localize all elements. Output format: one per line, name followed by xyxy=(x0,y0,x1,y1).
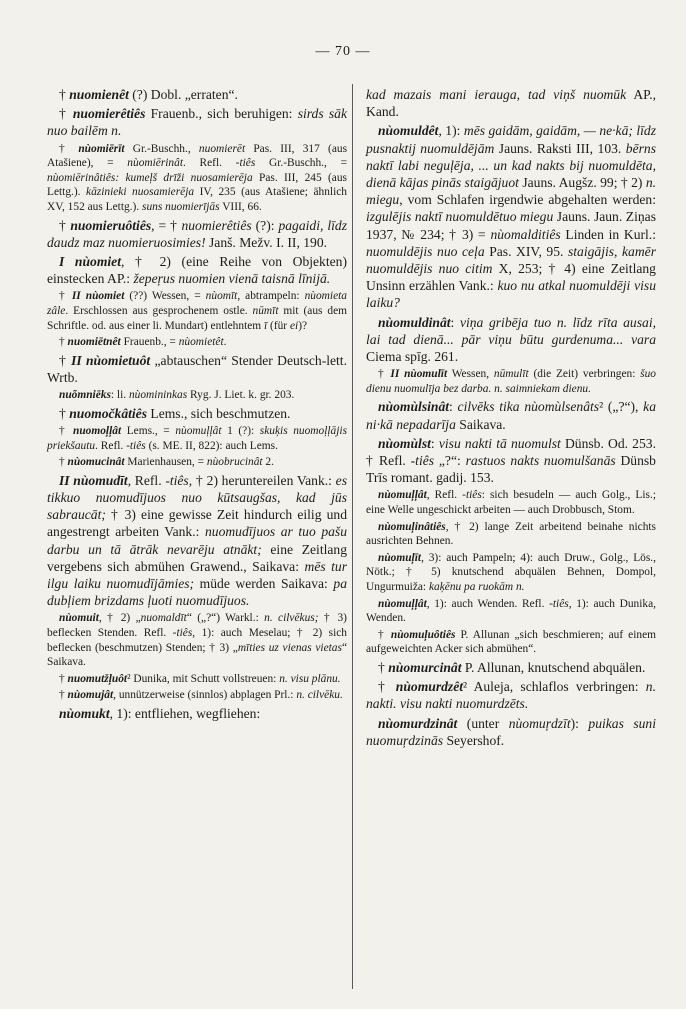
entry-headword: II nùomietuôt xyxy=(71,352,151,368)
entry-text: , 1): auch Dunika, Wenden. xyxy=(366,597,656,625)
entry-text: , 1): auch Meselau; † 2) sich beflecken (beschmutzen) Stenden; † 3) „ xyxy=(47,626,348,654)
entry-text: , 1): auch Wenden. Refl. - xyxy=(426,597,553,610)
entry-headword: nùomuļuôtiês xyxy=(390,628,456,641)
entry-headword: nùomujât xyxy=(67,689,114,702)
entry-text: Gr.-Buschh., = xyxy=(255,157,347,170)
entry-text: VIII, 66. xyxy=(219,200,262,213)
entry-text: Ciema spīg. 261. xyxy=(366,349,459,365)
entry-example: tiês xyxy=(176,626,193,639)
entry-example: pa dubļiem brizdams ļuoti nuomudījuos. xyxy=(47,575,347,609)
entry-text: Frauenb., sich beruhigen: xyxy=(145,106,298,122)
entry-text: † xyxy=(59,352,72,368)
entry-text: Frauenb., = xyxy=(120,336,179,349)
entry-text: Pas. XIV, 95. xyxy=(484,243,568,259)
entry-headword: II nùomiet xyxy=(71,290,125,303)
dictionary-entry xyxy=(47,105,347,139)
entry-text: , Refl. - xyxy=(426,489,466,502)
entry-example: izgulējis naktī nuomuldētuo miegu xyxy=(366,209,554,225)
entry-text: „abtauschen“ Stender Deutsch-lett. Wrtb. xyxy=(47,352,347,385)
entry-text: “ Saikava. xyxy=(47,641,347,669)
entry-example: nùomininkas xyxy=(128,389,188,402)
entry-text: , † 2) heruntereilen Vank.: xyxy=(188,472,336,488)
entry-text: , † 2) lange Zeit arbeitend beinahe nichts ausrichten Behnen. xyxy=(366,520,656,548)
dictionary-entry xyxy=(47,705,347,722)
entry-example: ei xyxy=(289,319,299,332)
entry-text: , vom Schlafen irgendwie abgehalten werden: xyxy=(399,192,656,208)
entry-example: tiês xyxy=(415,453,435,469)
entry-text: † xyxy=(378,679,396,695)
entry-text: , = † xyxy=(151,217,182,233)
entry-text: † xyxy=(59,87,70,102)
entry-example: nùomiērinâtiês: kumeļš drīži nuosamierēja xyxy=(47,171,253,184)
entry-example: kuo nu atkal nuomuldēji visu laiku? xyxy=(366,278,656,311)
dictionary-entry xyxy=(47,672,347,687)
entry-text: † xyxy=(59,424,74,437)
dictionary-entry xyxy=(47,335,347,350)
entry-example: n. cilvēku. xyxy=(296,689,343,702)
entry-headword: nùomurdzêt xyxy=(395,679,464,695)
entry-example: nùobrucinât xyxy=(206,456,263,469)
entry-headword: nùomuldêt xyxy=(378,123,439,139)
entry-text: Lems., = xyxy=(121,424,176,437)
entry-text: (?) Dobl. „erraten“. xyxy=(128,87,238,102)
dictionary-entry xyxy=(47,688,347,703)
entry-example: nùomiērinât xyxy=(127,157,183,170)
entry-headword: nùomukt xyxy=(59,705,110,721)
entry-example: mēs tur ilgu laiku nuomudījāmies; xyxy=(47,558,347,591)
dictionary-entry xyxy=(366,551,656,595)
entry-example: mēs gaidām, gaidām, — ne·kā; līdz pusnaktij nuomuldējām xyxy=(366,123,657,156)
entry-example: kaķēnu pa ruokām n. xyxy=(428,581,525,594)
entry-example: puikas suni nuomuŗdzinās xyxy=(366,715,656,748)
entry-text: P. Allunan, knutschend abquälen. xyxy=(461,659,646,675)
entry-example: ī xyxy=(264,319,268,332)
entry-example: nùomīt xyxy=(205,290,238,303)
entry-example: tiês xyxy=(552,597,569,610)
dictionary-entry xyxy=(47,253,347,287)
entry-example: nuomuldējis nuo ceļa xyxy=(366,243,485,259)
entry-headword: nuomutžļuôt xyxy=(67,672,128,685)
entry-headword: nùomuļīt xyxy=(378,551,422,564)
entry-headword: nùomurcinât xyxy=(388,659,462,675)
entry-example: pagaidi, līdz daudz maz nuomieruosimies! xyxy=(47,217,347,250)
entry-example: nùomalditiês xyxy=(490,226,561,242)
entry-headword: II nùomulīt xyxy=(390,368,448,381)
entry-text: 1 (?): xyxy=(221,424,260,437)
entry-text: ): xyxy=(570,715,589,731)
dictionary-entry xyxy=(366,86,656,120)
entry-example: žepeŗus nuomien vienā taisnā līnijā. xyxy=(133,271,331,287)
entry-text: P. Allunan „sich beschmieren; auf einem aufgeweichten Acker sich abmühen“. xyxy=(366,628,657,656)
dictionary-entry xyxy=(366,314,656,366)
dictionary-entry xyxy=(366,628,656,657)
entry-headword: nùomucinât xyxy=(67,456,125,469)
entry-text: † xyxy=(59,217,71,233)
dictionary-entry xyxy=(366,435,656,487)
dictionary-entry xyxy=(366,597,656,626)
entry-example: nūmulīt xyxy=(493,368,529,381)
entry-text: X, 253; † 4) eine Zeitlang Unsinn erzählen Vank.: xyxy=(366,261,656,294)
dictionary-entry xyxy=(366,488,656,517)
entry-example: šuo dienu nuomulīja bez darba. n. saimniekam dienu. xyxy=(366,368,656,395)
entry-text: Dünsb. Od. 253. † Refl. - xyxy=(366,435,656,469)
entry-example: tiês xyxy=(169,472,189,488)
entry-example: es tikkuo nuomudījuos nuo kūtsaugšas, kad jūs sabraucāt; xyxy=(47,472,347,523)
entry-text: AP., Kand. xyxy=(366,87,656,120)
entry-example: cilvēks tika nùomùlsenâts xyxy=(457,399,600,415)
entry-example: mīties uz vienas vietas xyxy=(237,641,342,654)
entry-headword: nùomuldinât xyxy=(378,314,451,330)
entry-text: ² („?“), xyxy=(599,399,644,415)
entry-headword: nuomiētnêt xyxy=(67,336,121,349)
entry-example: suns nuomierījās xyxy=(142,200,220,213)
dictionary-entry xyxy=(47,142,347,215)
dictionary-entry xyxy=(366,678,656,712)
entry-headword: nùomiērīt xyxy=(78,142,125,155)
entry-text: Jauns. Raksti III, 103. xyxy=(494,140,626,156)
dictionary-entry xyxy=(366,715,656,749)
entry-text: Linden in Kurl.: xyxy=(560,226,656,242)
entry-text: )? xyxy=(298,319,308,332)
entry-example: nuomierēt xyxy=(198,142,246,155)
entry-text: Seyershof. xyxy=(443,732,505,748)
entry-example: n. visu plānu. xyxy=(279,672,341,685)
entry-headword: nuomieruôtiês xyxy=(70,217,152,233)
entry-example: nùomuŗdzīt xyxy=(508,715,571,731)
entry-text: : xyxy=(450,314,460,330)
entry-text: , † 2) „ xyxy=(98,612,141,625)
entry-text: ² Dunika, mit Schutt vollstreuen: xyxy=(127,672,280,685)
entry-text: (??) Wessen, = xyxy=(124,290,206,303)
entry-example: nūmīt xyxy=(252,304,279,317)
entry-text: Pas. III, 317 (aus Atašiene), = xyxy=(47,142,348,170)
dictionary-entry xyxy=(47,455,347,470)
dictionary-entry xyxy=(47,424,347,453)
entry-text: † xyxy=(59,456,68,469)
entry-headword: nuomierêtiês xyxy=(72,106,146,122)
entry-text: † xyxy=(378,659,389,675)
dictionary-entry xyxy=(47,86,347,103)
entry-text: eine Zeitlang vergebens sich abmühen Grawend., Saikava: xyxy=(47,541,347,574)
entry-text: . Refl. - xyxy=(182,157,240,170)
entry-text: † xyxy=(59,142,79,155)
entry-example: n. cilvēkus; xyxy=(264,612,319,625)
entry-example: nùomuļļât xyxy=(175,424,222,437)
entry-example: bērns naktī labi neguļēja, ... un kad nakts bij nuomuldēta, dienā kājas pinās staigājuot xyxy=(366,140,657,191)
entry-text: . Erschlossen aus gesprochenem ostle. xyxy=(65,304,253,317)
entry-headword: nuomoļļât xyxy=(73,424,122,437)
entry-headword: II nùomudīt xyxy=(59,472,128,488)
entry-text: Jauns. Augšz. 99; † 2) xyxy=(518,175,646,191)
dictionary-entry xyxy=(47,352,347,386)
entry-text: Jauns. Jaun. Ziņas 1937, № 234; † 3) = xyxy=(366,209,656,242)
entry-text: : li. xyxy=(110,389,129,402)
entry-text: † xyxy=(59,689,68,702)
entry-text: (unter xyxy=(457,715,509,731)
entry-example: tiês xyxy=(129,439,146,452)
dictionary-entry xyxy=(366,520,656,549)
entry-text: † xyxy=(59,290,72,303)
entry-example: kad mazais mani ierauga, tad viņš nuomūk xyxy=(366,87,627,102)
entry-text: Saikava. xyxy=(455,416,506,432)
entry-text: , abtrampeln: xyxy=(237,290,305,303)
column-divider xyxy=(352,84,353,989)
dictionary-entry xyxy=(47,611,347,669)
entry-text: müde werden Saikava: xyxy=(194,575,334,591)
entry-text: Lems., sich beschmutzen. xyxy=(147,405,291,421)
dictionary-entry xyxy=(47,388,347,403)
entry-text: , † 2) (eine Reihe von Objekten) einstecken AP.: xyxy=(47,253,347,287)
dictionary-entry xyxy=(366,398,656,432)
dictionary-entry xyxy=(366,367,656,396)
entry-text: † xyxy=(59,336,68,349)
entry-text: , 1): entfliehen, wegfliehen: xyxy=(109,705,261,721)
entry-example: nuomudījuos ar tuo pašu darbu un tā ātrāk nevarēju atnākt; xyxy=(47,524,348,557)
entry-example: tiês xyxy=(465,489,482,502)
entry-example: visu nakti tā nuomulst xyxy=(438,435,561,451)
entry-text: Janš. Mežv. I. II, 190. xyxy=(205,234,328,250)
entry-example: nuomierêtiês xyxy=(181,217,252,233)
entry-text: Wessen, xyxy=(447,368,494,381)
entry-text: † 3) beflecken Stenden. Refl. - xyxy=(47,612,347,639)
entry-headword: nuõmniēks xyxy=(59,389,111,402)
entry-text: : xyxy=(430,435,439,451)
entry-text: (?): xyxy=(251,217,279,233)
entry-example: ka ni·kā nepadarīja xyxy=(366,399,656,432)
entry-example: kāzinieki nuosamierēja xyxy=(86,186,195,199)
left-column xyxy=(47,86,347,724)
entry-text: (s. ME. II, 822): auch Lems. xyxy=(145,439,278,452)
entry-text: Marienhausen, = xyxy=(124,456,207,469)
entry-text: „?“: xyxy=(434,453,466,469)
dictionary-entry xyxy=(47,472,347,610)
entry-example: viņa gribēja tuo n. līdz rīta ausai, lai tad dienā... pār viņu būtu gurdenuma... vara xyxy=(366,314,656,347)
entry-text: † 3) eine gewisse Zeit hindurch eilig und angestrengt arbeiten Vank.: xyxy=(47,507,347,540)
entry-text: 2. xyxy=(262,456,274,469)
entry-headword: nùomùlsinât xyxy=(378,399,450,415)
right-column xyxy=(366,86,656,751)
entry-example: nùomieta zâle xyxy=(47,290,347,317)
dictionary-entry xyxy=(47,289,347,333)
entry-text: ² Auleja, schlaflos verbringen: xyxy=(463,679,646,695)
entry-text: . Refl. - xyxy=(95,439,130,452)
entry-text: , 3): auch Pampeln; 4): auch Druw., Golg., Lös., Nötk.; † 5) knutschend abquälen Behnen, Dompol, Ungurmuiža: xyxy=(366,551,656,594)
entry-text: † xyxy=(378,368,391,381)
entry-text: : xyxy=(449,399,458,415)
entry-example: rastuos nakts nuomulšanās xyxy=(465,453,616,469)
entry-text: IV, 235 (aus Atašiene; ähnlich XV, 152 aus Lettg.). xyxy=(47,186,347,213)
entry-text: , unnützerweise (sinnlos) abplagen Prl.: xyxy=(113,689,297,702)
entry-text: † xyxy=(59,672,68,685)
dictionary-entry xyxy=(366,122,656,311)
entry-example: staigājis, kamēr nuomuldējis nuo citim xyxy=(366,243,656,277)
entry-text: , Refl. - xyxy=(127,472,170,488)
entry-text: † xyxy=(59,106,73,122)
entry-text: “ („?“) Warkl.: xyxy=(186,612,265,625)
entry-text: (für xyxy=(267,319,290,332)
dictionary-entry xyxy=(47,217,347,251)
entry-text: , 1): xyxy=(438,123,464,139)
entry-text: Gr.-Buschh., xyxy=(124,142,199,155)
entry-headword: nùomùlst xyxy=(378,435,431,451)
entry-text: mit (aus dem Schriftle. od. aus einer li. Mundart) entlehntem xyxy=(47,304,348,332)
entry-text: † xyxy=(378,628,391,641)
entry-headword: nùomuit xyxy=(59,612,99,625)
dictionary-entry xyxy=(47,405,347,422)
entry-headword: nùomuļļât xyxy=(378,489,427,502)
entry-headword: nùomuļļât xyxy=(378,597,427,610)
entry-example: sirds sāk nuo bailēm n. xyxy=(47,106,347,139)
page-number: — 70 — xyxy=(315,44,371,59)
entry-example: n. miegu xyxy=(366,175,657,208)
entry-text: . xyxy=(223,336,227,349)
entry-example: n. nakti. visu nakti nuomurdzēts. xyxy=(366,679,656,712)
entry-example: tiês xyxy=(239,157,256,170)
dictionary-entry xyxy=(366,659,656,676)
entry-headword: I nùomiet xyxy=(59,253,121,269)
entry-example: skuķis nuomoļļājis priekšautu xyxy=(47,424,348,452)
entry-text: Pas. III, 245 (aus Lettg.). xyxy=(47,171,347,199)
entry-example: nùomietêt xyxy=(178,336,224,349)
entry-headword: nuomienêt xyxy=(69,87,129,102)
entry-example: nuomaldīt xyxy=(140,612,187,625)
entry-headword: nùomuļinâtiês xyxy=(378,520,446,533)
entry-text: † xyxy=(59,405,70,421)
entry-headword: nùomurdzinât xyxy=(378,715,458,731)
entry-text: Ryg. J. Liet. k. gr. 203. xyxy=(187,389,295,402)
entry-text: Dünsb Trīs romant. gadij. 153. xyxy=(366,453,656,486)
entry-text: (die Zeit) verbringen: xyxy=(528,368,641,381)
entry-text: : sich besudeln — auch Golg., Lis.; eine Welle ungeschickt arbeiten — auch Drobbusch, Stom. xyxy=(366,489,657,517)
entry-headword: nuomočkâtiês xyxy=(69,405,147,421)
